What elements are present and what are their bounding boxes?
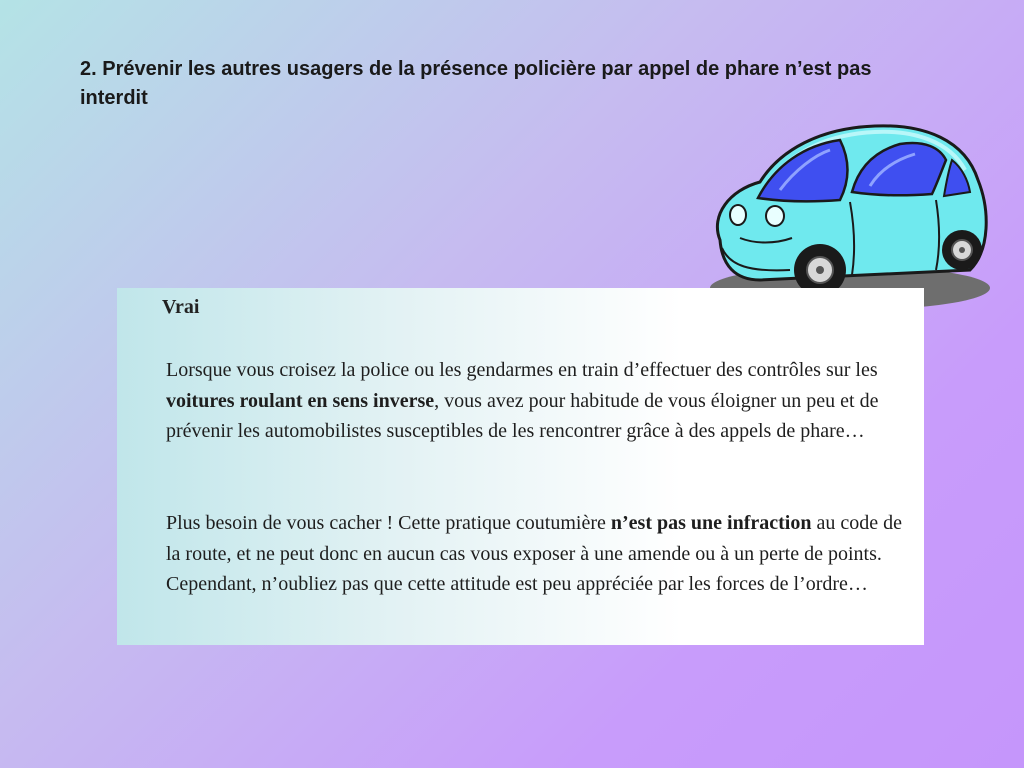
paragraph-emphasis: n’est pas une infraction [610, 512, 812, 534]
car-headlight [730, 205, 746, 225]
paragraph-explanation [166, 355, 911, 447]
paragraph-text: au code de la route, et ne peut donc en aucun cas vous exposer à une amende ou à un perte de points. Cependant, n’oubliez pas que cette attitude est peu appréciée par les forces de l’ordre… [166, 512, 902, 595]
slide-title: 2. Prévenir les autres usagers de la présence policière par appel de phare n’est pas interdit [80, 58, 872, 109]
answer-label: Vrai [162, 296, 200, 318]
paragraph-conclusion [166, 508, 911, 600]
paragraph-text: , vous avez pour habitude de vous éloigner un peu et de prévenir les automobilistes susceptibles de les rencontrer grâce à des appels de phare… [166, 389, 879, 442]
content-box [117, 288, 924, 645]
paragraph-text: Lorsque vous croisez la police ou les gendarmes en train d’effectuer des contrôles sur les [166, 359, 878, 381]
paragraph-emphasis: voitures roulant en sens inverse [166, 389, 435, 412]
car-headlight [766, 206, 784, 226]
paragraph-text: Plus besoin de vous cacher ! Cette pratique coutumière [166, 512, 611, 534]
